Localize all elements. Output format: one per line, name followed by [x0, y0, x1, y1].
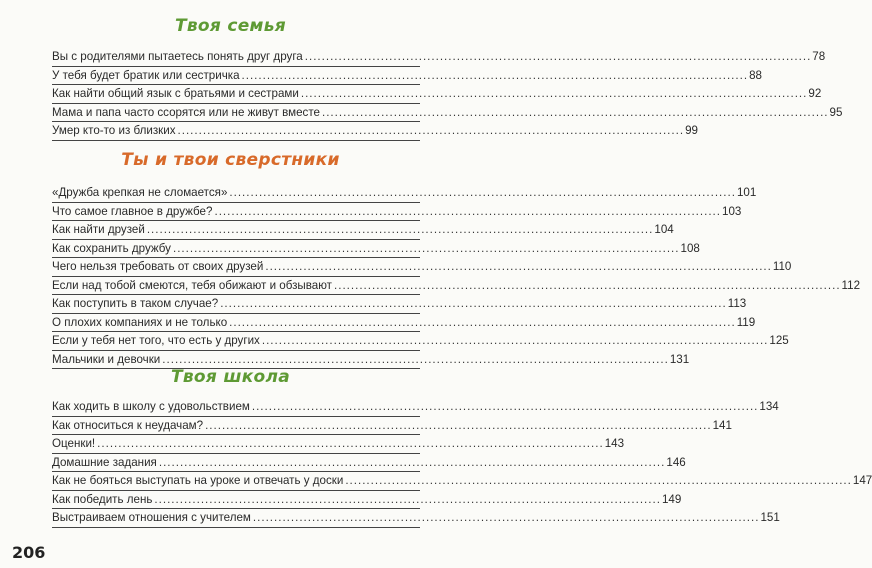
entry-title: Мальчики и девочки — [52, 352, 161, 366]
leader-dots: ........................................................................................................................ — [162, 352, 669, 366]
leader-dots: ........................................................................................................................ — [265, 260, 772, 273]
toc-entry[interactable] — [52, 417, 732, 436]
entry-page: 104 — [654, 223, 674, 236]
entry-title: Как не бояться выступать на уроке и отвечать у доски — [52, 474, 344, 487]
entry-page: 99 — [685, 124, 698, 137]
leader-dots: ........................................................................................................................ — [214, 204, 722, 218]
toc-entry[interactable] — [52, 454, 686, 473]
toc-entry[interactable] — [52, 203, 742, 222]
toc-peers — [52, 184, 861, 369]
entry-page: 143 — [604, 437, 625, 450]
toc-entry[interactable] — [52, 295, 747, 314]
entry-title: Как найти друзей — [52, 223, 145, 236]
entry-page: 108 — [680, 241, 700, 255]
toc-entry[interactable] — [52, 85, 822, 104]
leader-dots: ........................................................................................................................ — [229, 315, 736, 329]
entry-title: Как поступить в таком случае? — [52, 297, 219, 310]
entry-title: Если у тебя нет того, что есть у других — [52, 334, 260, 347]
entry-title: Как относиться к неудачам? — [52, 418, 204, 432]
toc-entry[interactable] — [52, 122, 698, 141]
entry-page: 95 — [829, 105, 843, 119]
entry-page: 113 — [727, 297, 747, 310]
leader-dots: ........................................................................................................................ — [334, 278, 841, 292]
entry-title: Чего нельзя требовать от своих друзей — [52, 260, 264, 273]
leader-dots: ........................................................................................................................ — [304, 50, 812, 63]
entry-page: 112 — [841, 278, 861, 292]
toc-entry[interactable] — [52, 48, 826, 67]
toc-entry[interactable] — [52, 435, 625, 454]
entry-page: 147 — [852, 474, 872, 487]
toc-entry[interactable] — [52, 184, 757, 203]
leader-dots: ........................................................................................................................ — [172, 241, 680, 255]
entry-page: 149 — [661, 492, 682, 506]
section-title-family: Твоя семья — [174, 16, 287, 36]
entry-title: Вы с родителями пытаетесь понять друг друга — [52, 50, 303, 63]
toc-entry[interactable] — [52, 67, 762, 86]
leader-dots: ........................................................................................................................ — [97, 437, 604, 450]
entry-title: Если над тобой смеются, тебя обижают и обзывают — [52, 278, 332, 292]
entry-title: «Дружба крепкая не сломается» — [52, 186, 228, 199]
toc-entry[interactable] — [52, 258, 792, 277]
entry-title: Домашние задания — [52, 455, 157, 469]
entry-title: Выстраиваем отношения с учителем — [52, 511, 251, 524]
entry-title: У тебя будет братик или сестричка — [52, 68, 240, 82]
entry-page: 151 — [760, 511, 780, 524]
toc-entry[interactable] — [52, 472, 872, 491]
leader-dots: ........................................................................................................................ — [241, 68, 749, 82]
toc-family — [52, 48, 843, 141]
leader-dots: ........................................................................................................................ — [251, 400, 759, 413]
leader-dots: ........................................................................................................................ — [205, 418, 712, 432]
entry-page: 125 — [769, 334, 789, 347]
entry-page: 101 — [736, 186, 757, 199]
toc-entry[interactable] — [52, 398, 779, 417]
leader-dots: ........................................................................................................................ — [158, 455, 666, 469]
leader-dots: ........................................................................................................................ — [220, 297, 727, 310]
entry-page: 92 — [808, 87, 822, 100]
entry-page: 103 — [722, 204, 742, 218]
entry-page: 88 — [749, 68, 762, 82]
entry-title: О плохих компаниях и не только — [52, 315, 228, 329]
entry-page: 131 — [669, 352, 690, 366]
entry-page: 134 — [759, 400, 779, 413]
toc-school — [52, 398, 872, 528]
toc-entry[interactable] — [52, 104, 843, 123]
entry-title: Как найти общий язык с братьями и сестрами — [52, 87, 299, 100]
toc-entry[interactable] — [52, 314, 756, 333]
entry-title: Как сохранить дружбу — [52, 241, 171, 255]
toc-entry[interactable] — [52, 240, 700, 259]
toc-entry[interactable] — [52, 221, 674, 240]
entry-page: 110 — [772, 260, 792, 273]
entry-page: 146 — [666, 455, 686, 469]
entry-page: 141 — [712, 418, 732, 432]
leader-dots: ........................................................................................................................ — [252, 511, 760, 524]
toc-entry[interactable] — [52, 332, 789, 351]
leader-dots: ........................................................................................................................ — [261, 334, 769, 347]
entry-title: Как ходить в школу с удовольствием — [52, 400, 250, 413]
leader-dots: ........................................................................................................................ — [146, 223, 654, 236]
leader-dots: ........................................................................................................................ — [154, 492, 661, 506]
toc-entry[interactable] — [52, 491, 682, 510]
entry-title: Умер кто-то из близких — [52, 124, 176, 137]
entry-title: Мама и папа часто ссорятся или не живут вместе — [52, 105, 320, 119]
leader-dots: ........................................................................................................................ — [345, 474, 852, 487]
entry-title: Как победить лень — [52, 492, 153, 506]
toc-entry[interactable] — [52, 277, 861, 296]
leader-dots: ........................................................................................................................ — [300, 87, 808, 100]
entry-page: 78 — [812, 50, 826, 63]
leader-dots: ........................................................................................................................ — [229, 186, 736, 199]
toc-entry[interactable] — [52, 509, 780, 528]
section-title-school: Твоя школа — [170, 367, 291, 387]
page-number: 206 — [12, 543, 46, 562]
entry-title: Что самое главное в дружбе? — [52, 204, 213, 218]
leader-dots: ........................................................................................................................ — [177, 124, 685, 137]
entry-page: 119 — [736, 315, 756, 329]
section-title-peers: Ты и твои сверстники — [121, 150, 340, 170]
entry-title: Оценки! — [52, 437, 96, 450]
leader-dots: ........................................................................................................................ — [321, 105, 829, 119]
